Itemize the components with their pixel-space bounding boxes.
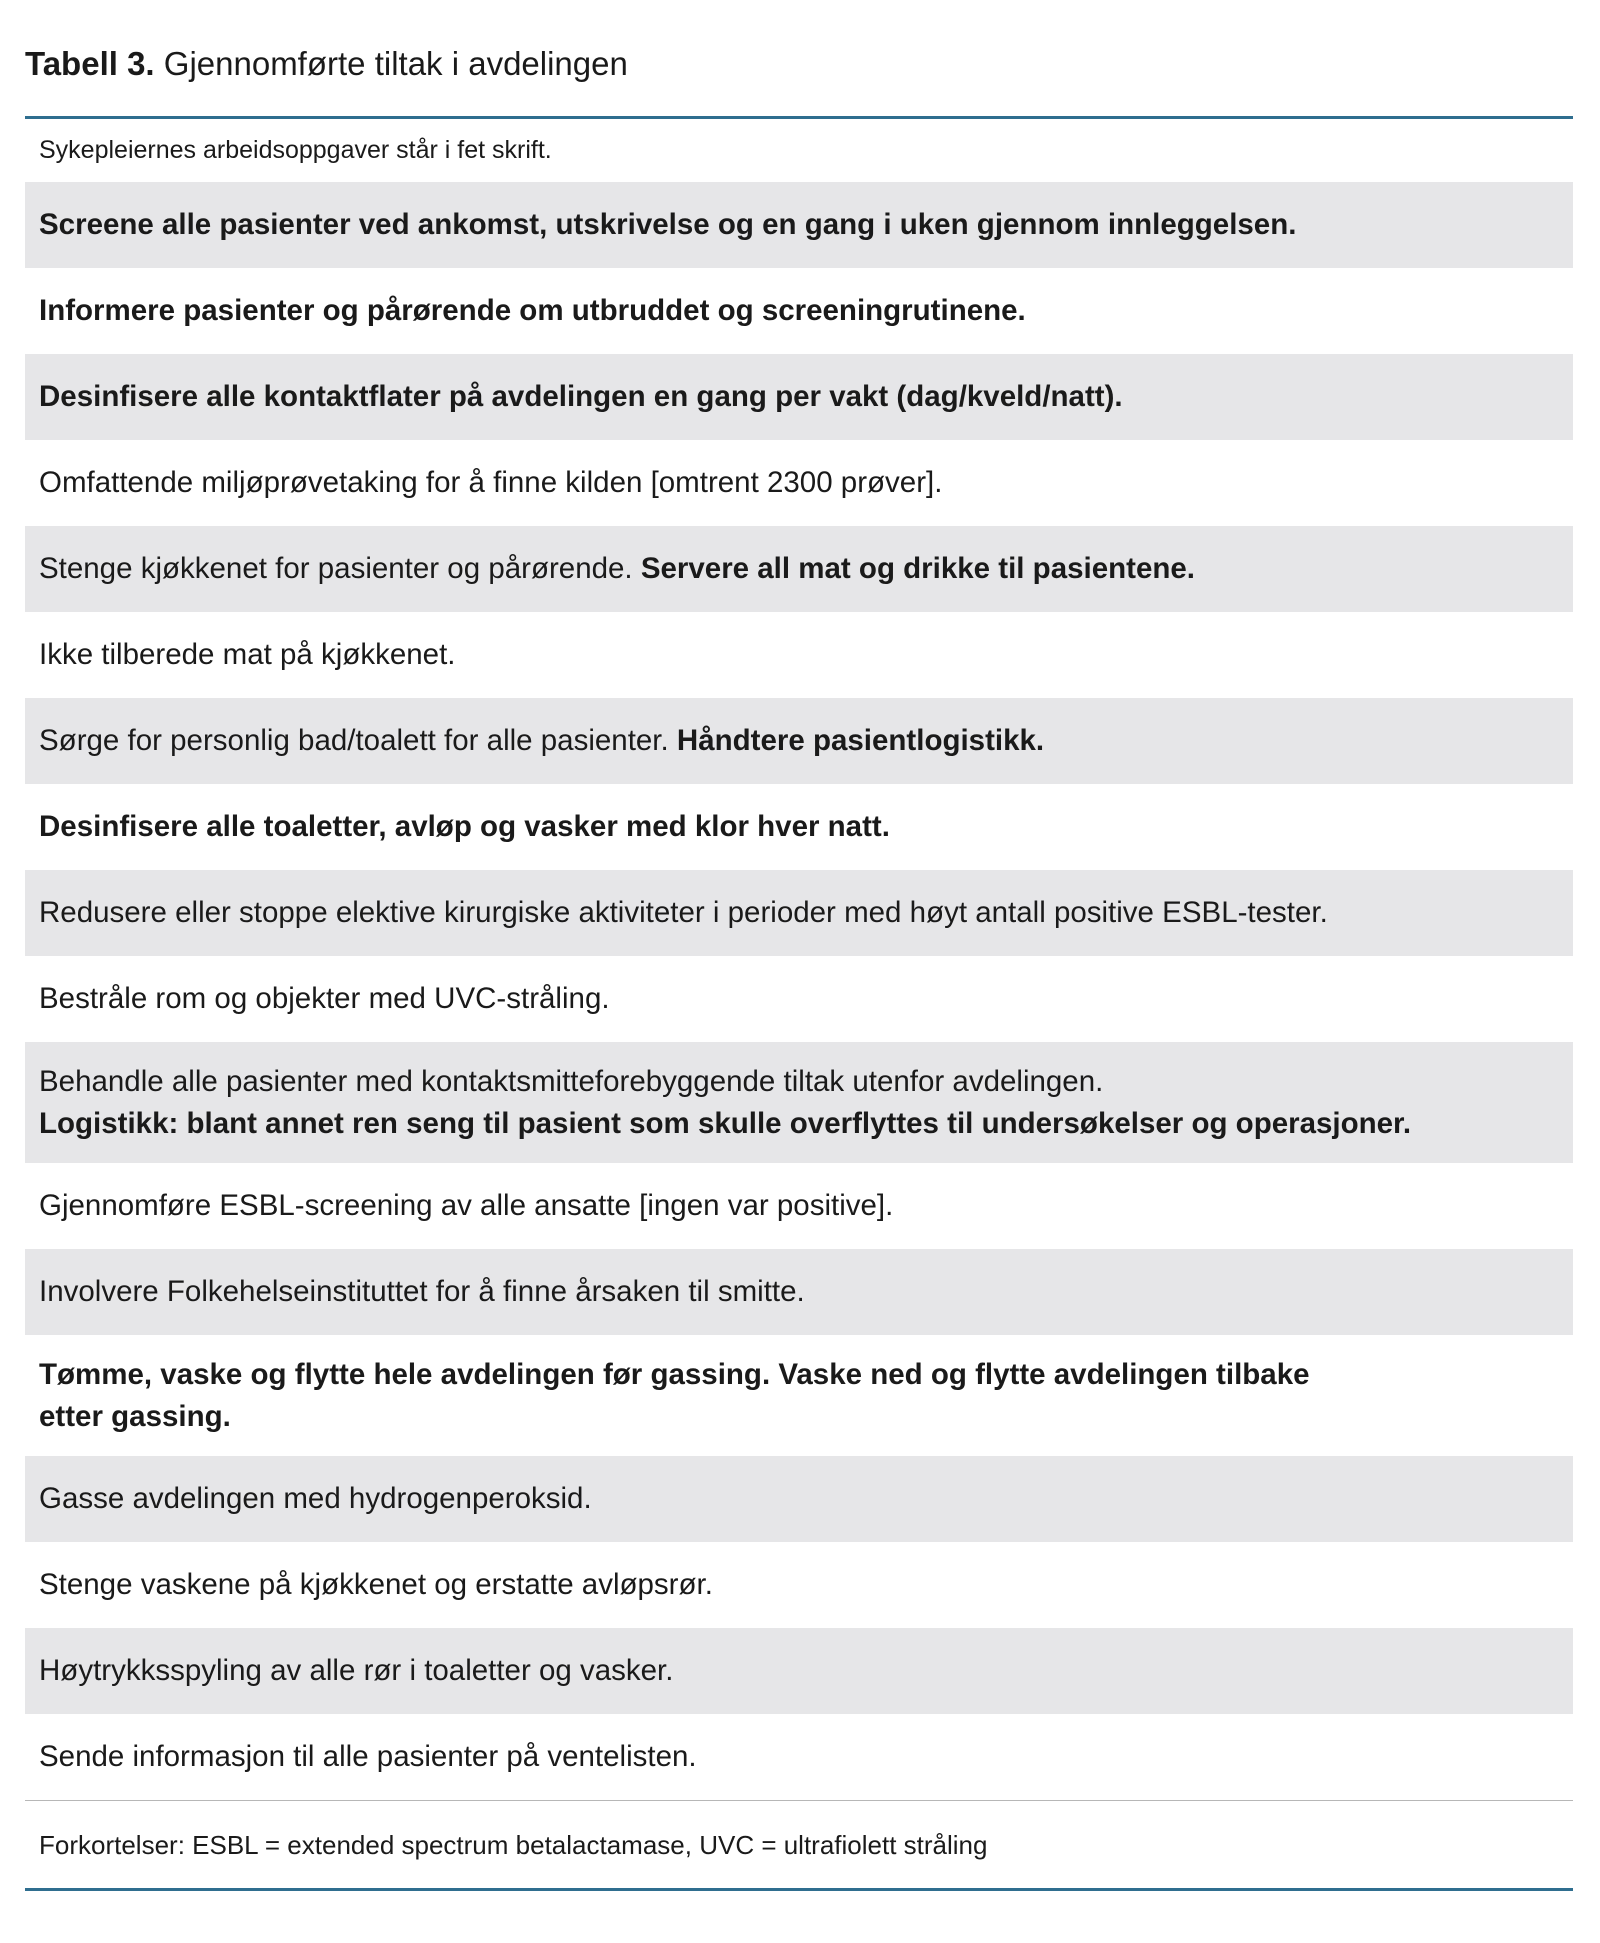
row-text: Omfattende miljøprøvetaking for å finne kilden [omtrent 2300 prøver]. bbox=[39, 466, 943, 499]
table-row bbox=[25, 698, 1573, 784]
row-text: Stenge vaskene på kjøkkenet og erstatte avløpsrør. bbox=[39, 1568, 713, 1601]
table-row bbox=[25, 784, 1573, 870]
table-title-label: Tabell 3. bbox=[25, 45, 155, 82]
table-row bbox=[25, 1542, 1573, 1628]
table-title bbox=[25, 0, 1573, 116]
row-bold-text: Screene alle pasienter ved ankomst, utskrivelse og en gang i uken gjennom innleggelsen. bbox=[39, 208, 1297, 241]
row-text: Ikke tilberede mat på kjøkkenet. bbox=[39, 638, 456, 671]
row-mixed-text bbox=[39, 720, 1559, 762]
measures-list bbox=[25, 182, 1573, 1800]
table-row bbox=[25, 1249, 1573, 1335]
row-bold-text: Håndtere pasientlogistikk. bbox=[676, 724, 1045, 757]
row-text: Stenge kjøkkenet for pasienter og pårørende. bbox=[39, 552, 641, 585]
table-row bbox=[25, 1456, 1573, 1542]
table-row bbox=[25, 526, 1573, 612]
table-row bbox=[25, 1163, 1573, 1249]
bottom-rule bbox=[25, 1888, 1573, 1891]
row-bold-text-continued: etter gassing. bbox=[39, 1399, 231, 1433]
row-text: Gasse avdelingen med hydrogenperoksid. bbox=[39, 1482, 592, 1515]
table-row bbox=[25, 182, 1573, 268]
table-row bbox=[25, 1714, 1573, 1800]
table-row bbox=[25, 612, 1573, 698]
row-bold-text: Informere pasienter og pårørende om utbruddet og screeningrutinene. bbox=[39, 294, 1026, 327]
row-text: Behandle alle pasienter med kontaktsmitteforebyggende tiltak utenfor avdelingen. bbox=[39, 1064, 1104, 1098]
table-row bbox=[25, 354, 1573, 440]
table-title-text: Gjennomførte tiltak i avdelingen bbox=[163, 45, 628, 82]
table-subtitle: Sykepleiernes arbeidsoppgaver står i fet skrift. bbox=[39, 136, 552, 164]
row-bold-text: Desinfisere alle kontaktflater på avdelingen en gang per vakt (dag/kveld/natt). bbox=[39, 380, 1123, 413]
table-row bbox=[25, 1628, 1573, 1714]
row-text: Involvere Folkehelseinstituttet for å finne årsaken til smitte. bbox=[39, 1275, 805, 1308]
table-row bbox=[25, 440, 1573, 526]
row-bold-text: Logistikk: blant annet ren seng til pasient som skulle overflyttes til undersøkelser og operasjoner. bbox=[39, 1106, 1412, 1140]
table-figure bbox=[25, 0, 1573, 1891]
table-row bbox=[25, 1042, 1573, 1163]
table-row bbox=[25, 1335, 1573, 1456]
row-bold-text: Desinfisere alle toaletter, avløp og vasker med klor hver natt. bbox=[39, 810, 890, 843]
table-row bbox=[25, 268, 1573, 354]
row-text: Redusere eller stoppe elektive kirurgiske aktiviteter i perioder med høyt antall positive ESBL-tester. bbox=[39, 896, 1328, 929]
table-footnote: Forkortelser: ESBL = extended spectrum betalactamase, UVC = ultrafiolett stråling bbox=[39, 1830, 988, 1860]
table-row bbox=[25, 956, 1573, 1042]
row-text: Bestråle rom og objekter med UVC-stråling. bbox=[39, 982, 610, 1015]
row-bold-text: Tømme, vaske og flytte hele avdelingen før gassing. Vaske ned og flytte avdelingen tilbake bbox=[39, 1357, 1310, 1391]
row-text: Gjennomføre ESBL-screening av alle ansatte [ingen var positive]. bbox=[39, 1189, 894, 1222]
row-text: Sørge for personlig bad/toalett for alle pasienter. bbox=[39, 724, 677, 757]
row-bold-text: Servere all mat og drikke til pasientene. bbox=[640, 552, 1195, 585]
row-text: Høytrykksspyling av alle rør i toaletter og vasker. bbox=[39, 1654, 674, 1687]
row-text: Sende informasjon til alle pasienter på ventelisten. bbox=[39, 1740, 697, 1773]
row-mixed-text bbox=[39, 548, 1559, 590]
table-row bbox=[25, 870, 1573, 956]
